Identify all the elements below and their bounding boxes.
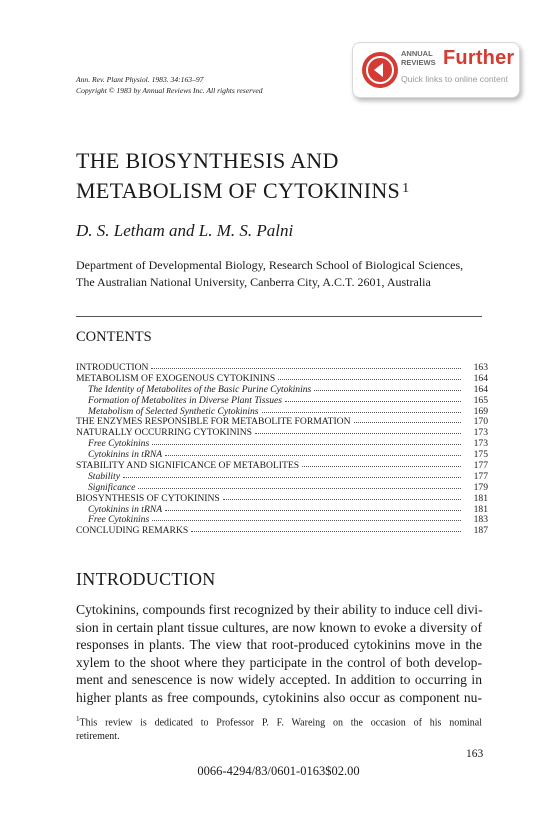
toc-leader xyxy=(255,426,461,434)
toc-entry-page: 187 xyxy=(473,525,488,537)
affiliation-line-1: Department of Developmental Biology, Research School of Biological Sciences, xyxy=(76,258,464,272)
body-line: responses in plants. The view that root-produced cytokinins move in the xyxy=(76,637,482,652)
toc-entry-page: 173 xyxy=(473,427,488,439)
toc-entry-title: NATURALLY OCCURRING CYTOKININS xyxy=(76,427,252,439)
footnote xyxy=(76,712,482,744)
badge-further: Further xyxy=(443,47,515,69)
toc-leader xyxy=(152,513,461,521)
toc-leader xyxy=(223,492,461,500)
footnote-line-1: This review is dedicated to Professor P. F. Wareing on the occasion of his nominal xyxy=(79,717,482,729)
body-paragraph xyxy=(76,601,482,706)
body-line: sion in certain plant tissue cultures, are now known to evoke a diversity of xyxy=(76,619,482,635)
body-line: ment and senescence is now widely accepted. In addition to occurring in xyxy=(76,672,482,687)
introduction-heading: INTRODUCTION xyxy=(76,569,216,589)
toc-entry-title: Formation of Metabolites in Diverse Plant Tissues xyxy=(88,394,282,406)
footnote-line-2: retirement. xyxy=(76,731,120,743)
footnote-mark: 1 xyxy=(76,715,80,723)
affiliation xyxy=(76,257,496,290)
annual-reviews-further-badge[interactable] xyxy=(352,42,520,98)
toc-leader xyxy=(165,448,461,456)
toc-entry-page: 181 xyxy=(473,492,488,504)
page-number: 163 xyxy=(466,748,484,760)
toc-leader xyxy=(165,503,461,511)
journal-citation xyxy=(76,74,263,96)
toc-entry-title: Stability xyxy=(88,470,120,482)
body-line: higher plants as free compounds, cytokinins also occur as component nu- xyxy=(76,689,482,705)
title-line-2-wrap xyxy=(76,176,409,206)
citation-line-2: Copyright © 1983 by Annual Reviews Inc. All rights reserved xyxy=(76,86,263,95)
citation-line-1: Ann. Rev. Plant Physiol. 1983. 34:163–97 xyxy=(76,75,204,84)
toc-entry-title: INTRODUCTION xyxy=(76,362,149,373)
toc-entry-title: Significance xyxy=(88,481,136,493)
body-line: xylem to the shoot where they participate in the control of both develop- xyxy=(76,654,482,670)
toc-entry-title: THE ENZYMES RESPONSIBLE FOR METABOLITE FORMATION xyxy=(76,416,351,428)
toc-entry-page: 179 xyxy=(473,481,488,493)
body-line: Cytokinins, compounds first recognized by their ability to induce cell divi- xyxy=(76,602,483,617)
badge-annual: ANNUAL xyxy=(401,49,433,58)
title-footnote-mark: 1 xyxy=(402,181,410,196)
badge-reviews: REVIEWS xyxy=(401,58,436,67)
toc-entry-title: Free Cytokinins xyxy=(88,438,150,450)
badge-annual-reviews-label xyxy=(401,49,441,67)
contents-heading: CONTENTS xyxy=(76,329,152,345)
affiliation-line-2: The Australian National University, Canberra City, A.C.T. 2601, Australia xyxy=(76,274,431,289)
section-divider xyxy=(76,316,482,317)
toc-entry-title: Metabolism of Selected Synthetic Cytokinins xyxy=(88,405,259,417)
toc-leader xyxy=(354,415,461,423)
toc-entry-title: STABILITY AND SIGNIFICANCE OF METABOLITES xyxy=(76,460,300,472)
toc-leader xyxy=(138,481,461,489)
toc-entry-page: 173 xyxy=(473,438,488,450)
toc-entry-page: 164 xyxy=(473,383,488,395)
toc-entry-page: 164 xyxy=(473,372,488,384)
toc-entry-page: 183 xyxy=(473,514,488,526)
toc-leader xyxy=(151,361,461,369)
title-line-1: THE BIOSYNTHESIS AND xyxy=(76,148,339,173)
toc-entry-page: 170 xyxy=(473,416,488,428)
toc-entry-title: The Identity of Metabolites of the Basic Purine Cytokinins xyxy=(88,383,312,395)
article-title xyxy=(76,146,409,206)
toc-entry-page: 177 xyxy=(473,460,488,472)
toc-entry-title: CONCLUDING REMARKS xyxy=(76,525,189,537)
toc-entry-title: METABOLISM OF EXOGENOUS CYTOKININS xyxy=(76,372,276,384)
play-arrow-circle-icon xyxy=(362,52,398,88)
toc-entry-page: 163 xyxy=(473,362,488,373)
toc-entry[interactable] xyxy=(76,525,488,536)
toc-entry-page: 181 xyxy=(473,503,488,515)
badge-subtitle: Quick links to online content xyxy=(401,74,509,84)
toc-entry-page: 177 xyxy=(473,470,488,482)
toc-leader xyxy=(278,372,461,380)
authors: D. S. Letham and L. M. S. Palni xyxy=(76,221,294,240)
toc-leader xyxy=(302,459,461,467)
toc-leader xyxy=(152,437,461,445)
toc-leader xyxy=(314,383,461,391)
toc-leader xyxy=(191,524,461,532)
toc-entry-page: 169 xyxy=(473,405,488,417)
toc-entry-title: Free Cytokinins xyxy=(88,514,150,526)
toc-entry-page: 175 xyxy=(473,449,488,461)
toc-leader xyxy=(285,394,461,402)
toc-entry-title: Cytokinins in tRNA xyxy=(88,503,163,515)
toc-entry-title: BIOSYNTHESIS OF CYTOKININS xyxy=(76,492,220,504)
toc-leader xyxy=(123,470,461,478)
toc-leader xyxy=(262,405,461,413)
toc-entry-title: Cytokinins in tRNA xyxy=(88,449,163,461)
toc-entry-page: 165 xyxy=(473,394,488,406)
footnote-line-1-wrap xyxy=(76,712,482,730)
document-code: 0066-4294/83/0601-0163$02.00 xyxy=(197,764,360,778)
title-line-2: METABOLISM OF CYTOKININS xyxy=(76,178,401,203)
table-of-contents xyxy=(76,362,488,536)
